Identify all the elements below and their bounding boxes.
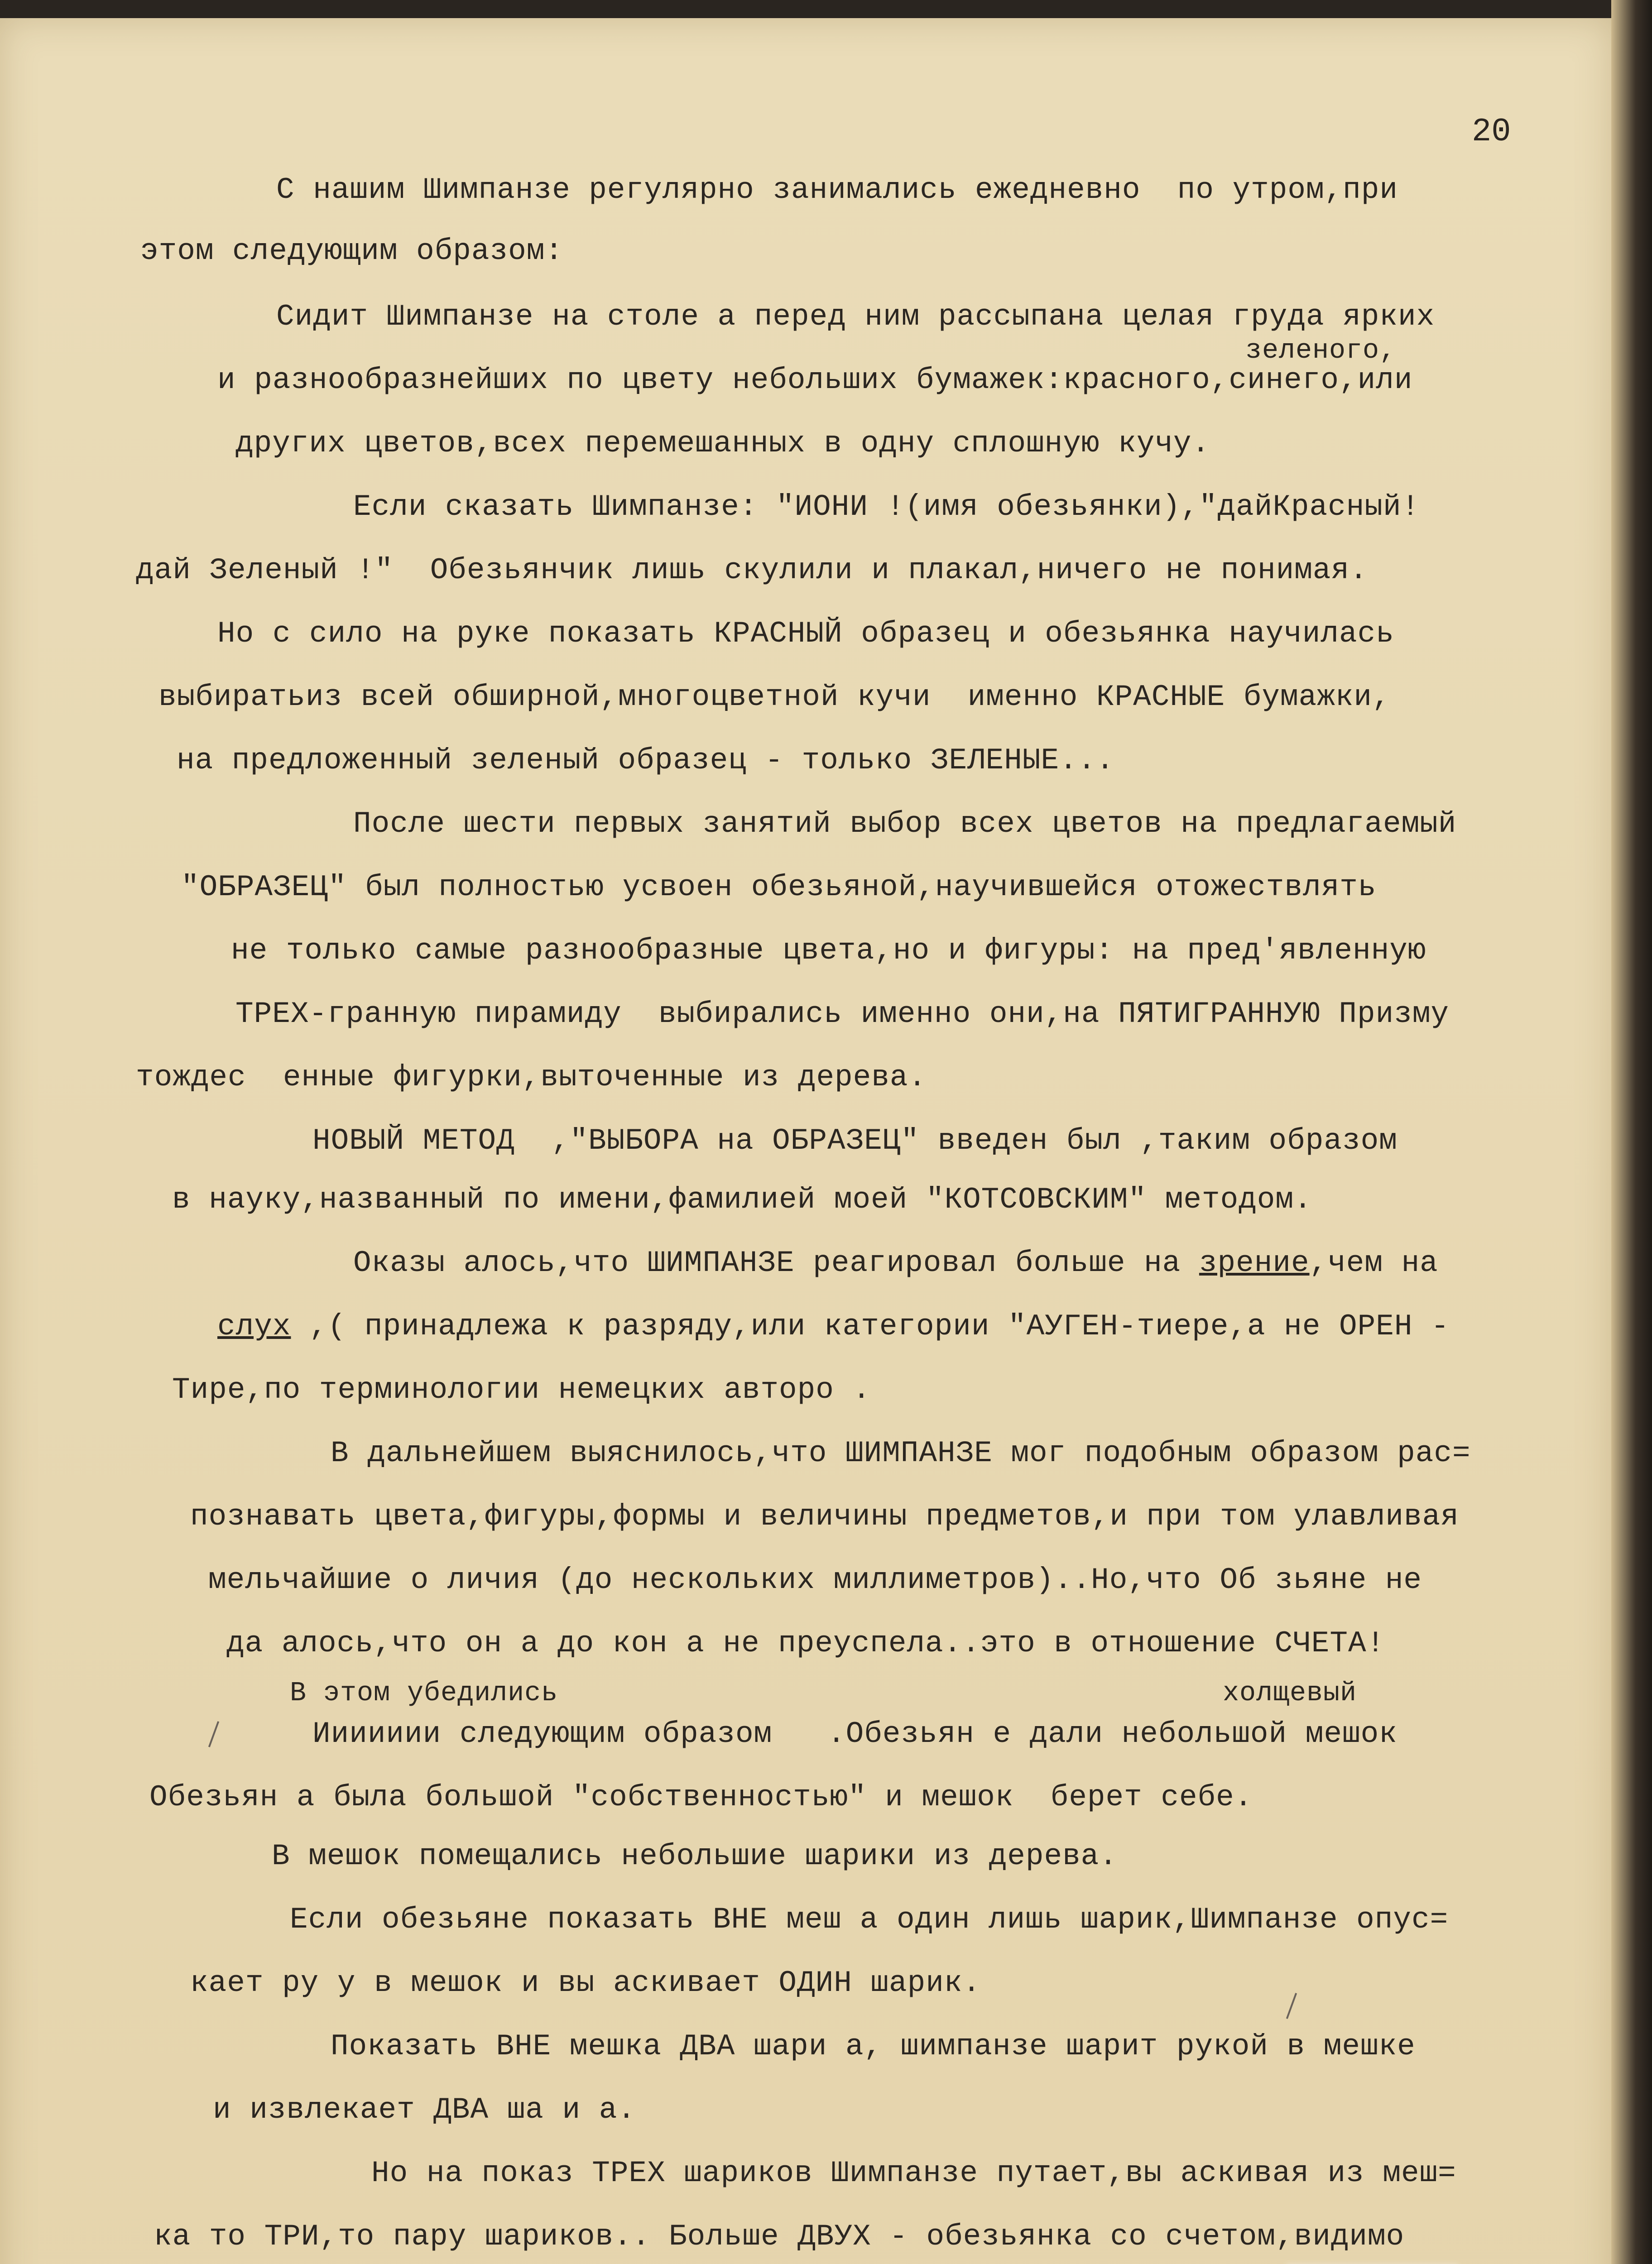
text-line: Но на показ ТРЕХ шариков Шимпанзе путает,вы аскивая из меш= [371,2156,1456,2190]
page-edge [1611,0,1652,2264]
text-line: и разнообразнейших по цвету небольших бумажек:красного,синего,или [217,363,1413,397]
text-line: В дальнейшем выяснилось,что ШИМПАНЗЕ мог подобным образом рас= [331,1436,1471,1470]
text-segment: ,( принадлежа к разряду,или категории "АУГЕН-тиере,а не ОРЕН - [291,1309,1450,1343]
text-line-insertion: В этом убедились [290,1678,558,1709]
text-line: в науку,названный по имени,фамилией моей "КОТСОВСКИМ" методом. [172,1183,1312,1217]
page-number: 20 [1472,113,1511,150]
text-line: не только самые разнообразные цвета,но и фигуры: на пред'явленную [231,934,1426,968]
text-line: Но с сило на руке показать КРАСНЫЙ образец и обезьянка научилась [217,617,1394,651]
text-line: мельчайшие о личия (до нескольких миллиметров)..Но,что Об зьяне не [208,1563,1422,1597]
text-line: и извлекает ДВА ша и а. [213,2093,636,2127]
text-line: Иииииии следующим образом .Обезьян е дали небольшой мешок [312,1717,1397,1751]
text-line: познавать цвета,фигуры,формы и величины предметов,и при том улавливая [190,1500,1459,1534]
text-line: Показать ВНЕ мешка ДВА шари а, шимпанзе шарит рукой в мешке [331,2029,1416,2063]
text-line [353,1245,1438,1281]
underlined-word: зрение [1199,1246,1310,1280]
text-segment: Оказы алось,что ШИМПАНЗЕ реагировал больше на [353,1246,1199,1280]
text-line: этом следующим образом: [140,234,563,268]
text-line: ка то ТРИ,то пару шариков.. Больше ДВУХ - обезьянка со счетом,видимо [154,2220,1405,2254]
text-line-insertion: холщевый [1223,1678,1357,1709]
text-line: кает ру у в мешок и вы аскивает ОДИН шарик. [190,1966,981,2000]
text-line: дай Зеленый !" Обезьянчик лишь скулили и плакал,ничего не понимая. [136,553,1368,587]
text-line-insertion: зеленого, [1245,336,1397,366]
underlined-word: слух [217,1309,291,1343]
text-line: на предложенный зеленый образец - только ЗЕЛЕНЫЕ... [177,743,1114,777]
text-segment: ,чем на [1309,1246,1438,1280]
text-line: Сидит Шимпанзе на столе а перед ним рассыпана целая груда ярких [276,300,1435,334]
text-line: С нашим Шимпанзе регулярно занимались ежедневно по утром,при [276,173,1398,207]
text-line: выбиратьиз всей обширной,многоцветной кучи именно КРАСНЫЕ бумажки, [158,680,1391,714]
text-line: Если сказать Шимпанзе: "ИОНИ !(имя обезьянки),"дайКрасный! [353,490,1420,524]
text-line: После шести первых занятий выбор всех цветов на предлагаемый [353,807,1457,841]
text-line: НОВЫЙ МЕТОД ,"ВЫБОРА на ОБРАЗЕЦ" введен был ,таким образом [312,1124,1397,1158]
text-line: Если обезьяне показать ВНЕ меш а один лишь шарик,Шимпанзе опус= [290,1903,1449,1937]
text-line: ТРЕХ-гранную пирамиду выбирались именно они,на ПЯТИГРАННУЮ Призму [235,997,1450,1031]
text-line: других цветов,всех перемешанных в одну сплошную кучу. [235,427,1210,460]
text-line: "ОБРАЗЕЦ" был полностью усвоен обезьяной,научившейся отожествлять [181,870,1377,904]
text-line: В мешок помещались небольшие шарики из дерева. [272,1839,1118,1873]
text-line: Обезьян а была большой "собственностью" и мешок берет себе. [149,1780,1253,1814]
text-line: Тире,по терминологии немецких авторо . [172,1373,871,1407]
text-line: да алось,что он а до кон а не преуспела..это в отношение СЧЕТА! [226,1626,1385,1660]
text-line: тождес енные фигурки,выточенные из дерева. [136,1060,927,1094]
text-line [217,1309,1450,1345]
